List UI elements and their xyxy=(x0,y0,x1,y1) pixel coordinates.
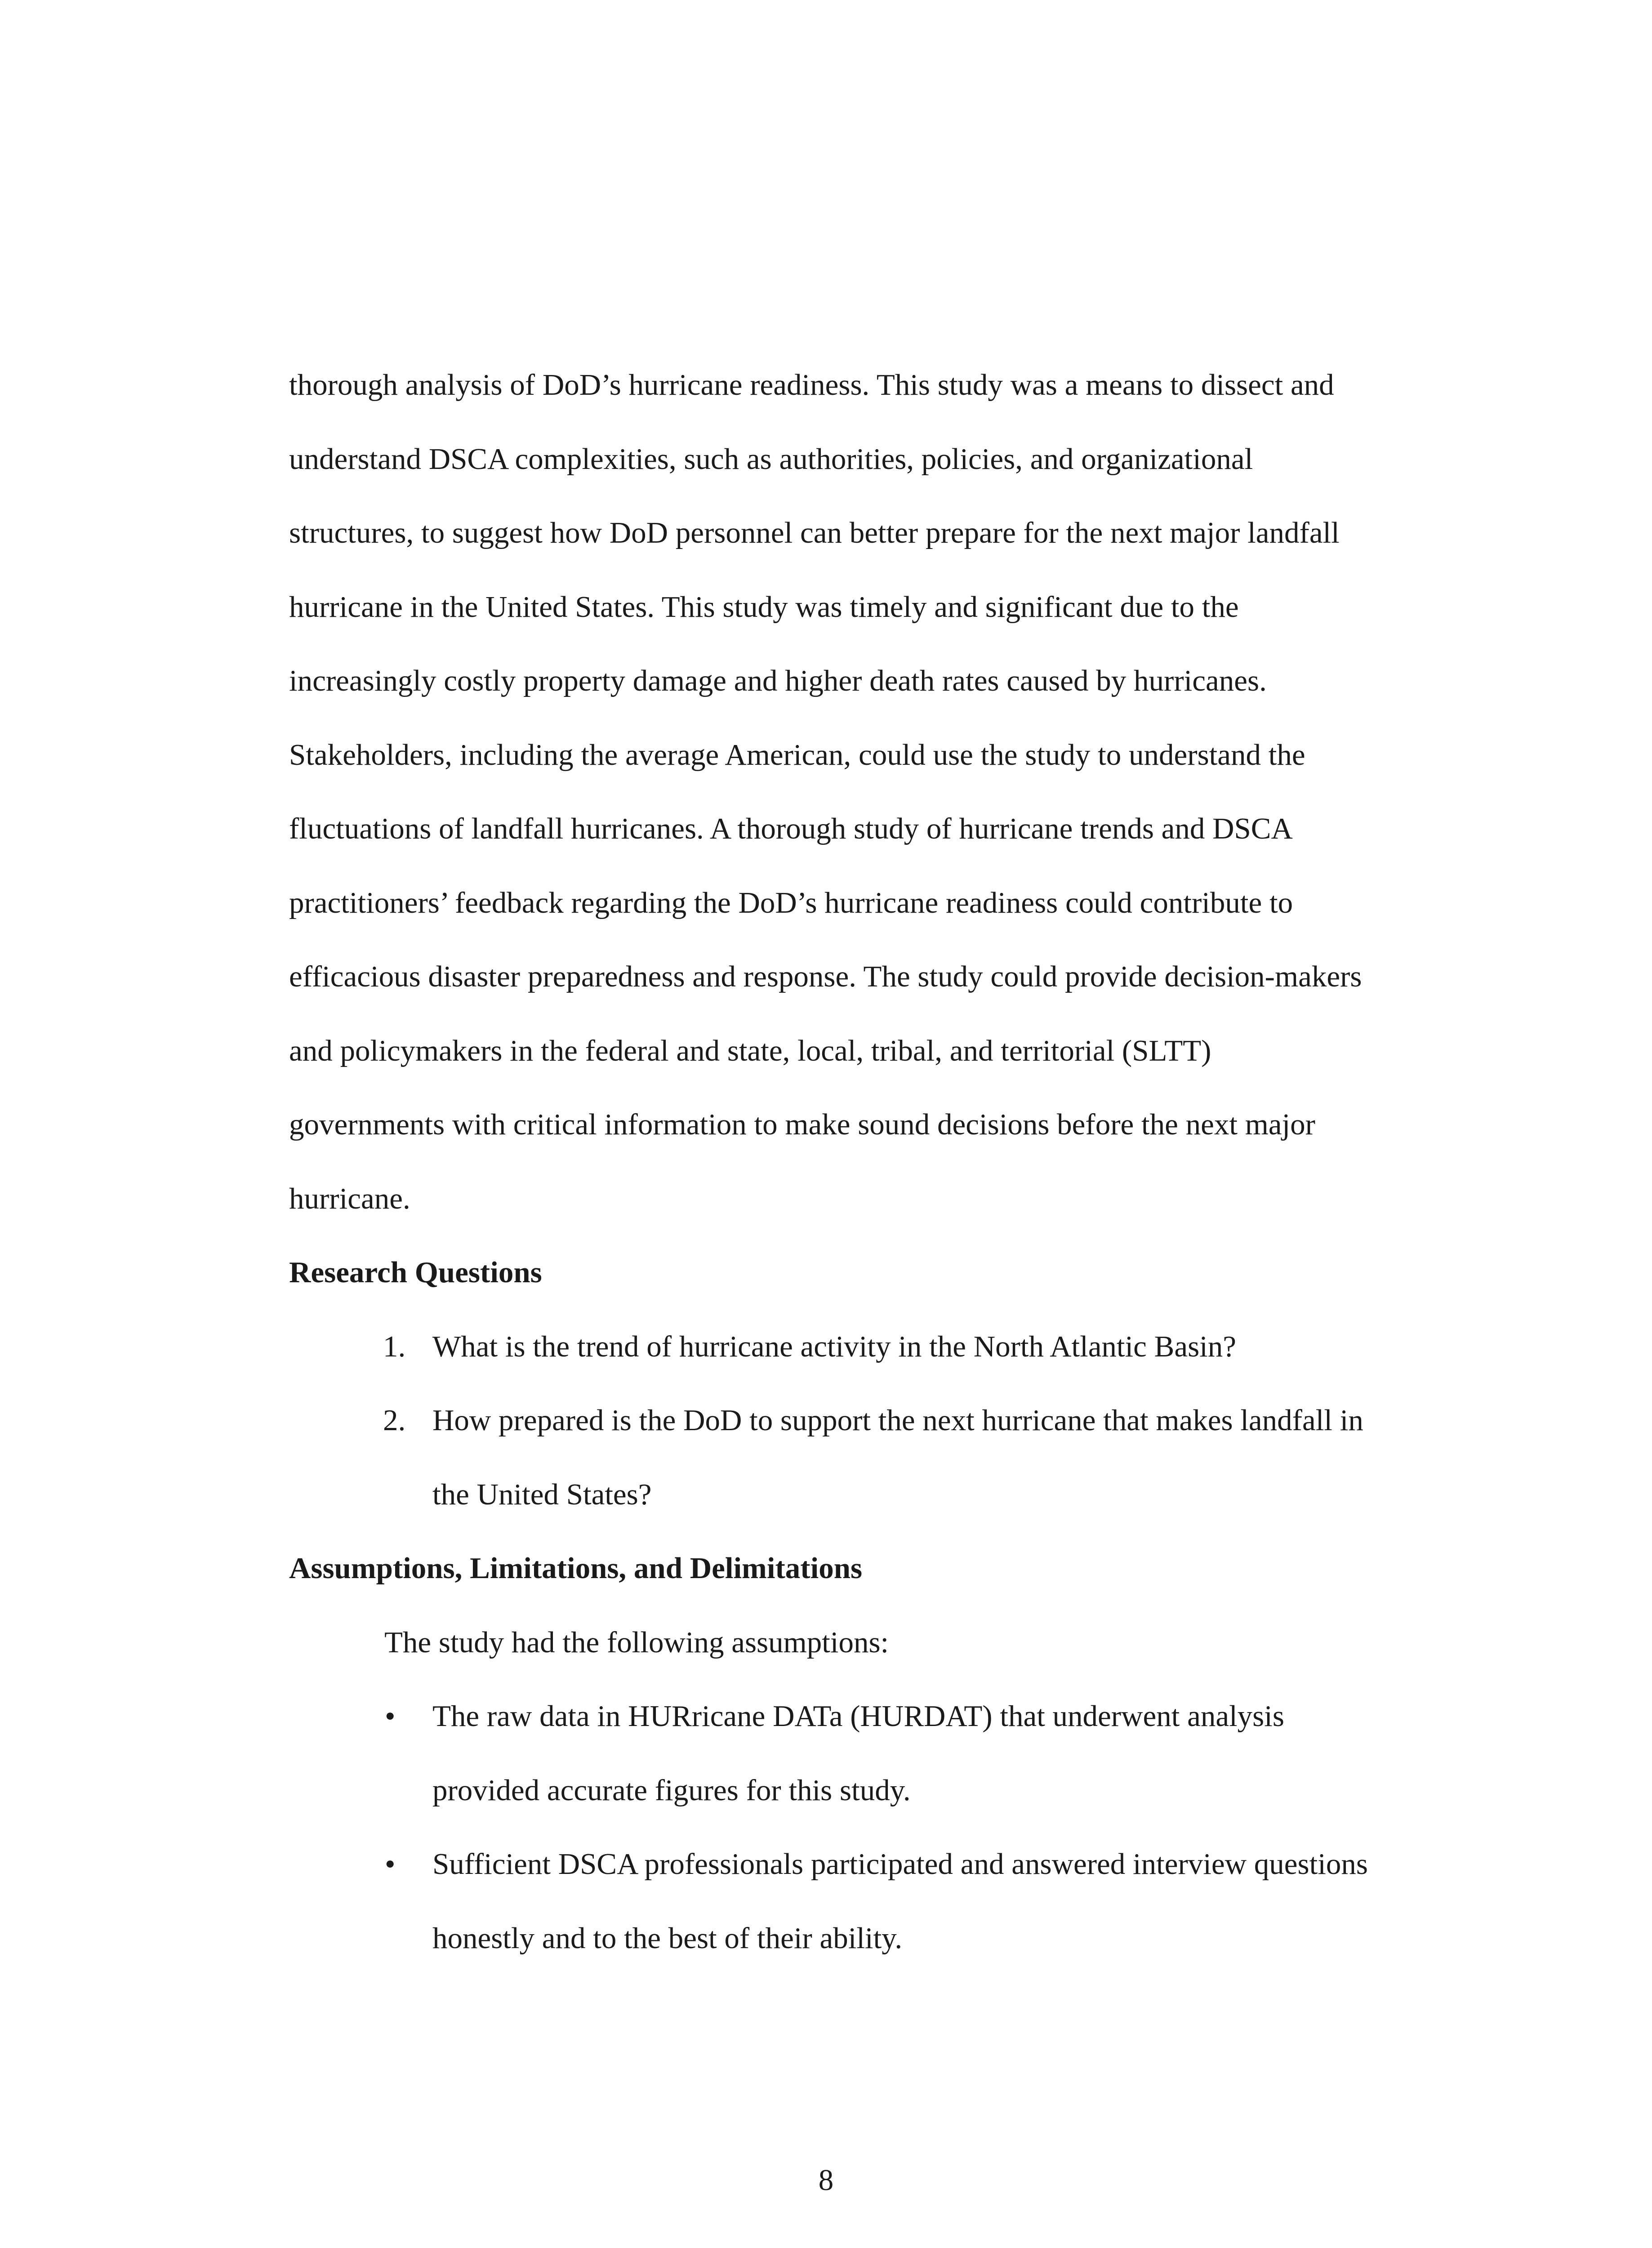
paragraph-line: increasingly costly property damage and higher death rates caused by hurricanes. xyxy=(289,664,1267,697)
section-heading: Assumptions, Limitations, and Delimitations xyxy=(289,1552,863,1585)
paragraph-line: hurricane in the United States. This study was timely and significant due to the xyxy=(289,590,1239,624)
bullet-text: honestly and to the best of their ability. xyxy=(432,1922,903,1955)
paragraph-line: Stakeholders, including the average American, could use the study to understand the xyxy=(289,738,1305,772)
paragraph-line: practitioners’ feedback regarding the DoD’s hurricane readiness could contribute to xyxy=(289,886,1293,919)
bullet-text: The raw data in HURricane DATa (HURDAT) that underwent analysis xyxy=(432,1699,1284,1733)
bullet-text: Sufficient DSCA professionals participated and answered interview questions xyxy=(432,1847,1368,1881)
section-heading: Research Questions xyxy=(289,1256,542,1289)
page-number: 8 xyxy=(818,2163,834,2197)
list-item-text: What is the trend of hurricane activity in the North Atlantic Basin? xyxy=(432,1330,1236,1363)
paragraph-line: governments with critical information to make sound decisions before the next major xyxy=(289,1108,1315,1141)
paragraph-line: fluctuations of landfall hurricanes. A thorough study of hurricane trends and DSCA xyxy=(289,812,1293,845)
intro-text: The study had the following assumptions: xyxy=(384,1626,889,1659)
bullet-icon: • xyxy=(385,1699,396,1733)
list-number: 2. xyxy=(383,1404,406,1437)
list-item-text: How prepared is the DoD to support the next hurricane that makes landfall in xyxy=(432,1404,1363,1437)
paragraph-line: and policymakers in the federal and state, local, tribal, and territorial (SLTT) xyxy=(289,1034,1211,1067)
paragraph-line: hurricane. xyxy=(289,1182,410,1215)
bullet-icon: • xyxy=(385,1847,396,1881)
list-number: 1. xyxy=(383,1330,406,1363)
paragraph-line: understand DSCA complexities, such as authorities, policies, and organizational xyxy=(289,442,1253,476)
paragraph-line: thorough analysis of DoD’s hurricane readiness. This study was a means to dissect and xyxy=(289,368,1334,401)
list-item-text: the United States? xyxy=(432,1478,652,1511)
paragraph-line: efficacious disaster preparedness and response. The study could provide decision-makers xyxy=(289,960,1362,993)
paragraph-line: structures, to suggest how DoD personnel can better prepare for the next major landfall xyxy=(289,516,1340,549)
bullet-text: provided accurate figures for this study. xyxy=(432,1774,911,1807)
